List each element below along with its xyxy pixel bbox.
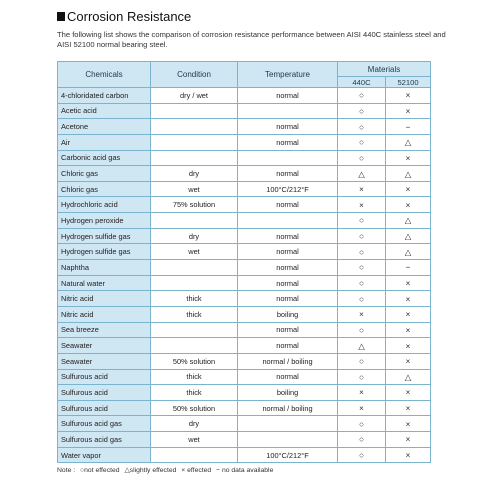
table-row [58, 213, 431, 229]
table-row [58, 103, 431, 119]
note-effected: × effected [181, 467, 212, 474]
rating-52100-cell: × [386, 306, 431, 322]
rating-440c-cell: ○ [338, 103, 386, 119]
condition-cell: dry [151, 228, 238, 244]
rating-52100-cell: × [386, 88, 431, 104]
rating-440c-cell: ○ [338, 244, 386, 260]
condition-cell [151, 260, 238, 276]
rating-440c-cell: ○ [338, 416, 386, 432]
rating-440c-cell: ○ [338, 369, 386, 385]
rating-52100-cell: × [386, 197, 431, 213]
table-row [58, 353, 431, 369]
chemical-cell: Sulfurous acid [58, 400, 151, 416]
chemical-cell: Natural water [58, 275, 151, 291]
table-row [58, 166, 431, 182]
table-row [58, 134, 431, 150]
page-title [57, 9, 191, 24]
temperature-cell [238, 150, 338, 166]
chemical-cell: Acetone [58, 119, 151, 135]
rating-52100-cell: − [386, 260, 431, 276]
table-row [58, 338, 431, 354]
temperature-cell: normal [238, 166, 338, 182]
temperature-cell: normal [238, 322, 338, 338]
rating-52100-cell: △ [386, 244, 431, 260]
chemical-cell: Naphtha [58, 260, 151, 276]
header-materials: Materials [338, 62, 431, 77]
corrosion-table [57, 61, 431, 463]
rating-440c-cell: × [338, 197, 386, 213]
rating-52100-cell: △ [386, 369, 431, 385]
intro-paragraph: The following list shows the comparison of corrosion resistance performance between AISI 440C stainless steel and AISI 52100 normal bearing steel. [57, 30, 446, 49]
condition-cell [151, 447, 238, 463]
rating-440c-cell: ○ [338, 260, 386, 276]
table-row [58, 400, 431, 416]
bullet-square-icon [57, 12, 65, 21]
temperature-cell: normal [238, 275, 338, 291]
condition-cell: dry / wet [151, 88, 238, 104]
chemical-cell: Carbonic acid gas [58, 150, 151, 166]
table-row [58, 244, 431, 260]
chemical-cell: Water vapor [58, 447, 151, 463]
rating-440c-cell: × [338, 306, 386, 322]
rating-440c-cell: ○ [338, 150, 386, 166]
chemical-cell: Hydrogen peroxide [58, 213, 151, 229]
chemical-cell: Chloric gas [58, 181, 151, 197]
rating-52100-cell: × [386, 338, 431, 354]
table-row [58, 291, 431, 307]
rating-440c-cell: ○ [338, 291, 386, 307]
rating-52100-cell: × [386, 385, 431, 401]
table-row [58, 432, 431, 448]
temperature-cell: boiling [238, 306, 338, 322]
condition-cell: thick [151, 369, 238, 385]
note-slightly-effected: △slightly effected [124, 467, 177, 474]
condition-cell: wet [151, 432, 238, 448]
rating-52100-cell: × [386, 353, 431, 369]
condition-cell [151, 134, 238, 150]
rating-440c-cell: ○ [338, 322, 386, 338]
rating-440c-cell: × [338, 181, 386, 197]
condition-cell: wet [151, 244, 238, 260]
header-chemicals: Chemicals [58, 62, 151, 88]
temperature-cell [238, 432, 338, 448]
rating-440c-cell: × [338, 385, 386, 401]
temperature-cell: normal [238, 369, 338, 385]
rating-52100-cell: × [386, 275, 431, 291]
rating-440c-cell: × [338, 400, 386, 416]
title-text: Corrosion Resistance [67, 9, 192, 24]
temperature-cell: normal [238, 197, 338, 213]
rating-440c-cell: ○ [338, 119, 386, 135]
temperature-cell: normal [238, 119, 338, 135]
table-row [58, 322, 431, 338]
rating-440c-cell: △ [338, 166, 386, 182]
condition-cell [151, 119, 238, 135]
condition-cell [151, 103, 238, 119]
chemical-cell: Sulfurous acid gas [58, 416, 151, 432]
temperature-cell: normal [238, 134, 338, 150]
temperature-cell: normal [238, 88, 338, 104]
table-row [58, 228, 431, 244]
rating-52100-cell: × [386, 291, 431, 307]
header-temperature: Temperature [238, 62, 338, 88]
header-condition: Condition [151, 62, 238, 88]
chemical-cell: Seawater [58, 338, 151, 354]
chemical-cell: Nitric acid [58, 291, 151, 307]
chemical-cell: Hydrogen sulfide gas [58, 244, 151, 260]
table-row [58, 150, 431, 166]
table-row [58, 416, 431, 432]
rating-52100-cell: × [386, 181, 431, 197]
table-row [58, 260, 431, 276]
note-label: Note : [57, 467, 76, 474]
temperature-cell [238, 416, 338, 432]
condition-cell: dry [151, 166, 238, 182]
rating-440c-cell: ○ [338, 88, 386, 104]
rating-52100-cell: △ [386, 213, 431, 229]
rating-52100-cell: × [386, 103, 431, 119]
table-row [58, 88, 431, 104]
note-no-data: − no data available [216, 467, 274, 474]
condition-cell: 50% solution [151, 400, 238, 416]
condition-cell: thick [151, 385, 238, 401]
temperature-cell: normal [238, 291, 338, 307]
table-row [58, 181, 431, 197]
condition-cell [151, 213, 238, 229]
table-row [58, 119, 431, 135]
chemical-cell: Sulfurous acid [58, 369, 151, 385]
condition-cell: thick [151, 291, 238, 307]
temperature-cell: boiling [238, 385, 338, 401]
temperature-cell: normal [238, 338, 338, 354]
chemical-cell: Chloric gas [58, 166, 151, 182]
condition-cell: 50% solution [151, 353, 238, 369]
chemical-cell: 4-chloridated carbon [58, 88, 151, 104]
condition-cell [151, 338, 238, 354]
rating-52100-cell: × [386, 322, 431, 338]
temperature-cell: normal / boiling [238, 400, 338, 416]
condition-cell: wet [151, 181, 238, 197]
rating-52100-cell: △ [386, 228, 431, 244]
temperature-cell: 100°C/212°F [238, 181, 338, 197]
condition-cell: 75% solution [151, 197, 238, 213]
rating-440c-cell: ○ [338, 432, 386, 448]
table-row [58, 275, 431, 291]
rating-52100-cell: × [386, 447, 431, 463]
rating-440c-cell: ○ [338, 213, 386, 229]
rating-52100-cell: × [386, 150, 431, 166]
table-row [58, 197, 431, 213]
temperature-cell [238, 213, 338, 229]
chemical-cell: Acetic acid [58, 103, 151, 119]
chemical-cell: Nitric acid [58, 306, 151, 322]
rating-440c-cell: ○ [338, 228, 386, 244]
rating-52100-cell: × [386, 416, 431, 432]
temperature-cell: normal [238, 260, 338, 276]
table-body [58, 88, 431, 463]
rating-52100-cell: × [386, 400, 431, 416]
condition-cell [151, 150, 238, 166]
note-not-effected: ○not effected [80, 467, 120, 474]
rating-52100-cell: △ [386, 166, 431, 182]
condition-cell: thick [151, 306, 238, 322]
temperature-cell: normal [238, 228, 338, 244]
chemical-cell: Sulfurous acid [58, 385, 151, 401]
table-row [58, 447, 431, 463]
condition-cell: dry [151, 416, 238, 432]
condition-cell [151, 275, 238, 291]
rating-52100-cell: × [386, 432, 431, 448]
header-material-440c: 440C [338, 77, 386, 88]
rating-52100-cell: △ [386, 134, 431, 150]
chemical-cell: Seawater [58, 353, 151, 369]
chemical-cell: Hydrogen sulfide gas [58, 228, 151, 244]
table-row [58, 306, 431, 322]
rating-440c-cell: ○ [338, 447, 386, 463]
temperature-cell: 100°C/212°F [238, 447, 338, 463]
rating-440c-cell: ○ [338, 275, 386, 291]
chemical-cell: Sulfurous acid gas [58, 432, 151, 448]
chemical-cell: Air [58, 134, 151, 150]
rating-440c-cell: ○ [338, 353, 386, 369]
condition-cell [151, 322, 238, 338]
rating-52100-cell: − [386, 119, 431, 135]
chemical-cell: Sea breeze [58, 322, 151, 338]
temperature-cell: normal [238, 244, 338, 260]
rating-440c-cell: △ [338, 338, 386, 354]
temperature-cell [238, 103, 338, 119]
chemical-cell: Hydrochloric acid [58, 197, 151, 213]
table-row [58, 369, 431, 385]
header-material-52100: 52100 [386, 77, 431, 88]
legend-note [57, 466, 276, 474]
temperature-cell: normal / boiling [238, 353, 338, 369]
table-row [58, 385, 431, 401]
rating-440c-cell: ○ [338, 134, 386, 150]
